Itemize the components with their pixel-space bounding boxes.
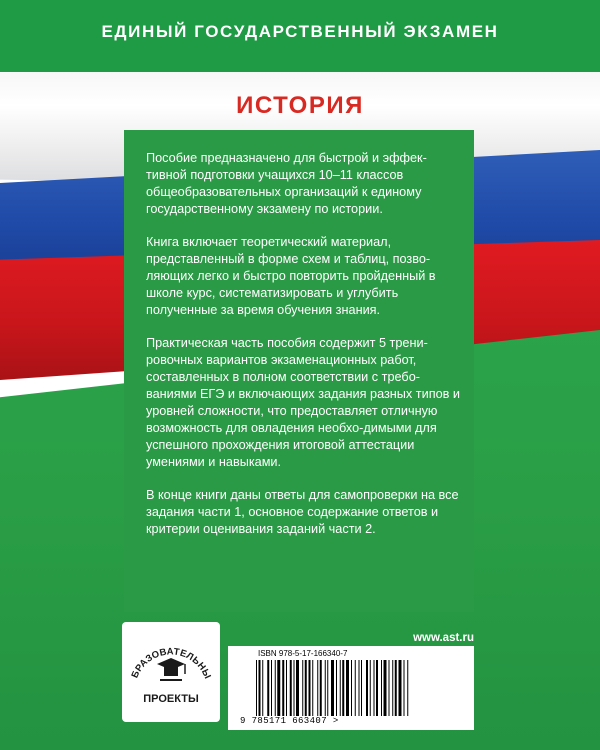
description-paragraph: Практическая часть пособия содержит 5 трени-ровочных вариантов экзаменационных работ, составленных в полном соответствии с требо-ваниями ЕГЭ и включающих задания разных типов и уровней сложности, что предоставляет отличную возможность для овладения необхо-димыми для успешного прохождения итоговой аттестации умениями и навыками.	[146, 336, 460, 469]
barcode-bar	[259, 660, 261, 716]
barcode-bar	[404, 660, 405, 716]
barcode-bar	[346, 660, 349, 716]
barcode-bar	[395, 660, 397, 716]
barcode-box	[228, 646, 474, 730]
barcode-bars	[256, 660, 464, 716]
description-paragraph: Книга включает теоретический материал, представленный в форме схем и таблиц, позво-ляющих легко и быстро повторить пройденный в школе курс, систематизировать и углубить полученные за время обучения знания.	[146, 235, 436, 317]
description-paragraph: В конце книги даны ответы для самопроверки на все задания части 1, основное содержание ответов и критерии оценивания заданий части 2.	[146, 488, 459, 536]
barcode-bar	[384, 660, 387, 716]
barcode-bar	[359, 660, 360, 716]
barcode-bar	[342, 660, 344, 716]
barcode-bar	[325, 660, 326, 716]
barcode-bar	[267, 660, 269, 716]
barcode-bar	[302, 660, 303, 716]
barcode-bar	[286, 660, 287, 716]
barcode-bar	[361, 660, 362, 716]
barcode-bar	[374, 660, 375, 716]
barcode-bar	[296, 660, 299, 716]
description-panel	[124, 130, 474, 612]
barcode-bar	[389, 660, 390, 716]
barcode-bar	[327, 660, 328, 716]
logo-arc-text: БРАЗОВАТЕЛЬНЫ	[129, 646, 213, 681]
barcode-bar	[277, 660, 280, 716]
graduation-cap-band	[164, 667, 178, 676]
description-paragraph: Пособие предназначено для быстрой и эффек-тивной подготовки учащихся 10–11 классов общеобразовательных организаций к единому государственному экзамену по истории.	[146, 151, 427, 216]
barcode-bar	[336, 660, 337, 716]
publisher-logo	[122, 622, 220, 722]
logo-bottom-text: ПРОЕКТЫ	[143, 693, 199, 705]
barcode-bar	[370, 660, 371, 716]
barcode-bar	[381, 660, 382, 716]
barcode-bar	[351, 660, 352, 716]
barcode-bar	[331, 660, 334, 716]
barcode-bar	[282, 660, 284, 716]
barcode-bar	[256, 660, 257, 716]
barcode-bar	[309, 660, 311, 716]
series-title: ЕДИНЫЙ ГОСУДАРСТВЕННЫЙ ЭКЗАМЕН	[101, 22, 499, 41]
barcode-bar	[392, 660, 393, 716]
barcode-bar	[317, 660, 318, 716]
barcode-bar	[366, 660, 368, 716]
barcode-bar	[294, 660, 295, 716]
barcode-digits: 9 785171 663407 >	[240, 716, 339, 726]
barcode-bar	[290, 660, 292, 716]
barcode-bar	[407, 660, 408, 716]
isbn-text: ISBN 978-5-17-166340-7	[258, 649, 348, 658]
barcode-bar	[271, 660, 272, 716]
subject-title: ИСТОРИЯ	[236, 92, 364, 119]
publisher-website: www.ast.ru	[413, 632, 474, 644]
barcode-bar	[340, 660, 341, 716]
barcode-bar	[399, 660, 402, 716]
barcode-bar	[305, 660, 307, 716]
barcode-bar	[320, 660, 322, 716]
barcode-bar	[275, 660, 276, 716]
barcode-bar	[376, 660, 378, 716]
publisher-logo-icon	[122, 622, 220, 722]
barcode-bar	[355, 660, 356, 716]
barcode-bar	[312, 660, 313, 716]
barcode-bar	[262, 660, 263, 716]
